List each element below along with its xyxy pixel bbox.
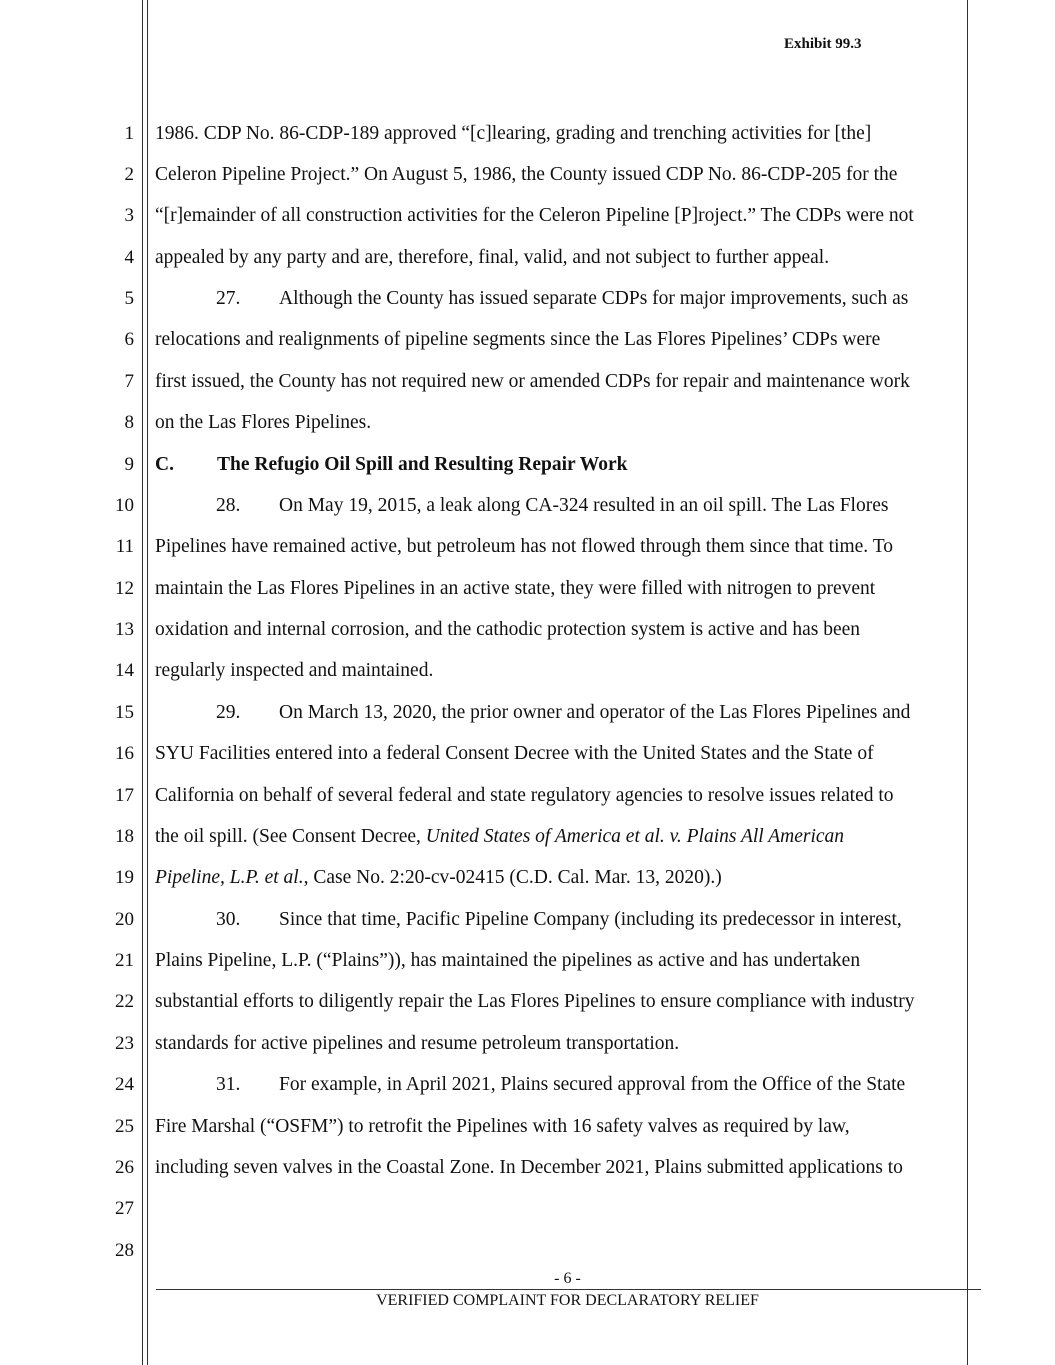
line-number: 9 — [124, 454, 134, 475]
body-line: oxidation and internal corrosion, and the cathodic protection system is active and has been — [155, 619, 861, 640]
citation-line — [155, 866, 722, 890]
footer-divider — [156, 1289, 981, 1290]
line-number: 25 — [115, 1116, 134, 1137]
body-line: substantial efforts to diligently repair the Las Flores Pipelines to ensure compliance with industry — [155, 991, 915, 1012]
citation-line — [155, 825, 844, 849]
paragraph-number: 30. — [216, 909, 241, 930]
line-number: 28 — [115, 1240, 134, 1261]
line-number: 8 — [124, 412, 134, 433]
line-number: 11 — [115, 536, 134, 557]
body-text: On May 19, 2015, a leak along CA-324 resulted in an oil spill. The Las Flores — [279, 495, 889, 516]
body-text: the oil spill. (See Consent Decree, — [155, 826, 426, 847]
body-text: Since that time, Pacific Pipeline Company (including its predecessor in interest, — [279, 909, 902, 930]
line-number: 6 — [124, 329, 134, 350]
line-number: 2 — [124, 164, 134, 185]
line-number: 21 — [115, 950, 134, 971]
line-number: 18 — [115, 826, 134, 847]
body-line: regularly inspected and maintained. — [155, 660, 434, 681]
footer-document-title: VERIFIED COMPLAINT FOR DECLARATORY RELIEF — [376, 1292, 759, 1309]
paragraph-31-first-line — [155, 1073, 905, 1097]
paragraph-29-first-line — [155, 701, 910, 725]
line-number: 4 — [124, 247, 134, 268]
paragraph-number: 27. — [216, 288, 241, 309]
body-line: Celeron Pipeline Project.” On August 5, 1986, the County issued CDP No. 86-CDP-205 for the — [155, 164, 898, 185]
body-text: For example, in April 2021, Plains secured approval from the Office of the State — [279, 1074, 906, 1095]
body-line: appealed by any party and are, therefore, final, valid, and not subject to further appeal. — [155, 247, 830, 268]
body-line: 1986. CDP No. 86-CDP-189 approved “[c]learing, grading and trenching activities for [the] — [155, 123, 872, 144]
line-number: 20 — [115, 909, 134, 930]
body-line: first issued, the County has not required new or amended CDPs for repair and maintenance work — [155, 371, 910, 392]
paragraph-number: 31. — [216, 1074, 241, 1095]
body-line: standards for active pipelines and resume petroleum transportation. — [155, 1033, 680, 1054]
section-heading — [155, 453, 627, 477]
line-number: 1 — [124, 123, 134, 144]
left-margin-rule-inner — [147, 0, 148, 1365]
body-line: SYU Facilities entered into a federal Consent Decree with the United States and the State of — [155, 743, 874, 764]
paragraph-28-first-line — [155, 494, 888, 518]
section-letter: C. — [155, 454, 174, 475]
line-number: 27 — [115, 1198, 134, 1219]
line-number: 23 — [115, 1033, 134, 1054]
right-margin-rule — [967, 0, 968, 1365]
body-text: , Case No. 2:20-cv-02415 (C.D. Cal. Mar. 13, 2020).) — [303, 867, 722, 888]
line-number: 22 — [115, 991, 134, 1012]
case-name-italic: Pipeline, L.P. et al. — [155, 867, 304, 888]
body-line: California on behalf of several federal and state regulatory agencies to resolve issues related to — [155, 785, 894, 806]
body-line: Fire Marshal (“OSFM”) to retrofit the Pipelines with 16 safety valves as required by law, — [155, 1116, 850, 1137]
body-line: Pipelines have remained active, but petroleum has not flowed through them since that time. To — [155, 536, 894, 557]
body-line: including seven valves in the Coastal Zone. In December 2021, Plains submitted applications to — [155, 1157, 903, 1178]
body-line: relocations and realignments of pipeline segments since the Las Flores Pipelines’ CDPs were — [155, 329, 881, 350]
case-name-italic: United States of America et al. v. Plains All American — [425, 826, 845, 847]
section-title: The Refugio Oil Spill and Resulting Repair Work — [217, 454, 628, 475]
paragraph-30-first-line — [155, 908, 902, 932]
line-number: 3 — [124, 205, 134, 226]
body-text: On March 13, 2020, the prior owner and operator of the Las Flores Pipelines and — [279, 702, 911, 723]
body-line: “[r]emainder of all construction activities for the Celeron Pipeline [P]roject.” The CDPs were not — [155, 205, 914, 226]
line-number: 17 — [115, 785, 134, 806]
line-number: 16 — [115, 743, 134, 764]
body-line: on the Las Flores Pipelines. — [155, 412, 372, 433]
line-number: 10 — [115, 495, 134, 516]
body-line: Plains Pipeline, L.P. (“Plains”)), has maintained the pipelines as active and has undertaken — [155, 950, 861, 971]
exhibit-label: Exhibit 99.3 — [784, 36, 862, 52]
line-number: 13 — [115, 619, 134, 640]
line-number: 19 — [115, 867, 134, 888]
paragraph-27-first-line — [155, 287, 908, 311]
page-number: - 6 - — [554, 1270, 581, 1287]
body-line: maintain the Las Flores Pipelines in an active state, they were filled with nitrogen to prevent — [155, 578, 876, 599]
line-number: 14 — [115, 660, 134, 681]
line-number: 5 — [124, 288, 134, 309]
line-number: 15 — [115, 702, 134, 723]
left-margin-rule-outer — [142, 0, 143, 1365]
line-number: 7 — [124, 371, 134, 392]
paragraph-number: 28. — [216, 495, 241, 516]
paragraph-number: 29. — [216, 702, 241, 723]
line-number: 12 — [115, 578, 134, 599]
line-number: 26 — [115, 1157, 134, 1178]
line-number: 24 — [115, 1074, 134, 1095]
body-text: Although the County has issued separate CDPs for major improvements, such as — [279, 288, 909, 309]
